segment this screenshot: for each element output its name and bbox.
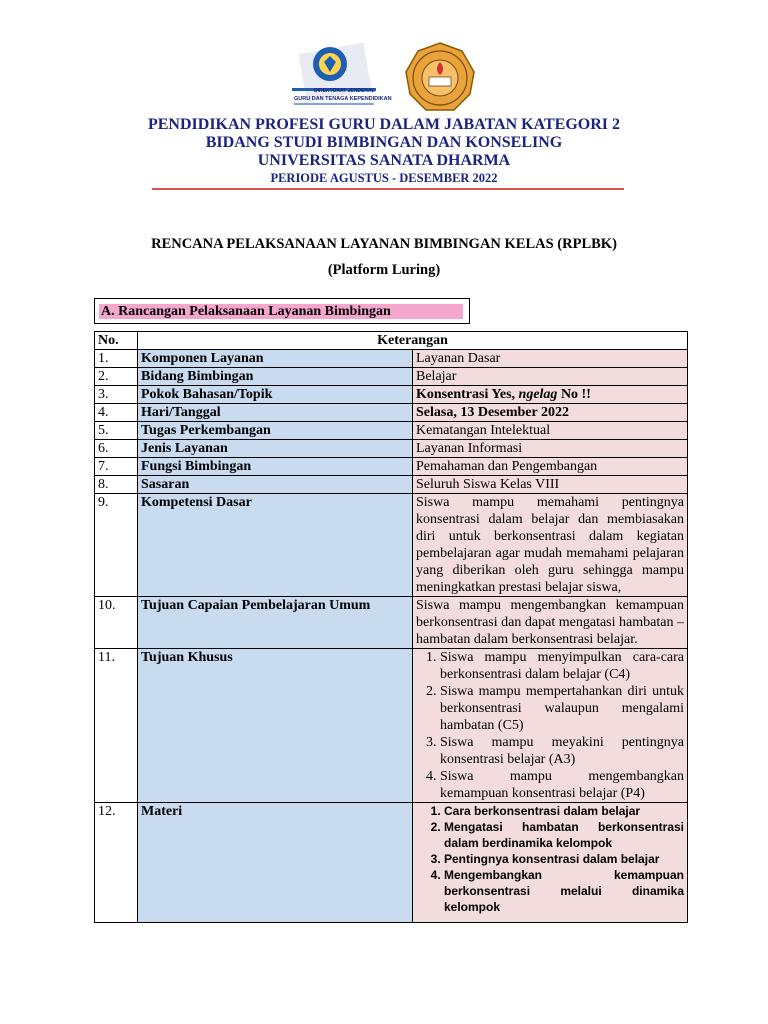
row-number: 3. bbox=[95, 386, 138, 404]
row-label: Jenis Layanan bbox=[138, 440, 413, 458]
university-seal-logo bbox=[402, 42, 478, 114]
logo-bar bbox=[0, 42, 768, 114]
table-row bbox=[95, 386, 688, 404]
period: PERIODE AGUSTUS - DESEMBER 2022 bbox=[270, 171, 498, 185]
row-number: 6. bbox=[95, 440, 138, 458]
row-label: Tujuan Khusus bbox=[138, 649, 413, 803]
institution-header bbox=[0, 116, 768, 186]
table-row bbox=[95, 458, 688, 476]
row-value: Siswa mampu memahami pentingnya konsentrasi dalam belajar dan membiasakan diri untuk berkonsentrasi dalam kegiatan pembelajaran agar mudah memahami pelajaran yang diberikan oleh guru sehingga mampu meningkatkan prestasi belajar siswa, bbox=[413, 494, 688, 597]
row-label: Tujuan Capaian Pembelajaran Umum bbox=[138, 597, 413, 649]
row-value: Pemahaman dan Pengembangan bbox=[413, 458, 688, 476]
table-row bbox=[95, 404, 688, 422]
table-row bbox=[95, 350, 688, 368]
row-label: Komponen Layanan bbox=[138, 350, 413, 368]
row-value: Kematangan Intelektual bbox=[413, 422, 688, 440]
table-row bbox=[95, 649, 688, 803]
specific-goals-list bbox=[416, 649, 684, 802]
table-row bbox=[95, 422, 688, 440]
table-row bbox=[95, 476, 688, 494]
row-number: 5. bbox=[95, 422, 138, 440]
topic-text: Konsentrasi Yes, bbox=[416, 387, 519, 402]
row-label: Tugas Perkembangan bbox=[138, 422, 413, 440]
row-number: 2. bbox=[95, 368, 138, 386]
list-item: 1. Cara berkonsentrasi dalam belajar bbox=[444, 803, 684, 819]
directorate-logo bbox=[284, 42, 396, 114]
list-item: 3. Pentingnya konsentrasi dalam belajar bbox=[444, 851, 684, 867]
row-label: Fungsi Bimbingan bbox=[138, 458, 413, 476]
table-row bbox=[95, 440, 688, 458]
table-header-row bbox=[95, 332, 688, 350]
section-heading-box bbox=[94, 298, 470, 324]
row-value bbox=[413, 386, 688, 404]
table-row bbox=[95, 803, 688, 923]
section-heading: A. Rancangan Pelaksanaan Layanan Bimbingan bbox=[99, 304, 463, 319]
material-list bbox=[416, 803, 684, 915]
row-value: Siswa mampu mengembangkan kemampuan berkonsentrasi dan dapat mengatasi hambatan – hambatan dalam berkonsentrasi belajar. bbox=[413, 597, 688, 649]
svg-text:DIREKTORAT JENDERAL: DIREKTORAT JENDERAL bbox=[314, 88, 375, 94]
row-value: Seluruh Siswa Kelas VIII bbox=[413, 476, 688, 494]
row-value: Layanan Dasar bbox=[413, 350, 688, 368]
list-item: 1. Siswa mampu menyimpulkan cara-cara berkonsentrasi dalam belajar (C4) bbox=[440, 649, 684, 683]
row-value: Belajar bbox=[413, 368, 688, 386]
list-item: 4. Mengembangkan kemampuan berkonsentrasi melalui dinamika kelompok bbox=[444, 867, 684, 915]
row-number: 12. bbox=[95, 803, 138, 923]
row-value: Layanan Informasi bbox=[413, 440, 688, 458]
university-name: UNIVERSITAS SANATA DHARMA bbox=[257, 152, 511, 169]
row-number: 1. bbox=[95, 350, 138, 368]
topic-italic: ngelag bbox=[518, 387, 558, 402]
plan-table bbox=[94, 331, 688, 923]
col-no-header: No. bbox=[95, 332, 138, 350]
table-row bbox=[95, 494, 688, 597]
svg-text:GURU DAN TENAGA KEPENDIDIKAN: GURU DAN TENAGA KEPENDIDIKAN bbox=[294, 96, 392, 102]
list-item: 3. Siswa mampu meyakini pentingnya konsentrasi belajar (A3) bbox=[440, 734, 684, 768]
row-number: 9. bbox=[95, 494, 138, 597]
document-title: RENCANA PELAKSANAAN LAYANAN BIMBINGAN KELAS (RPLBK) bbox=[151, 236, 617, 252]
document-subtitle: (Platform Luring) bbox=[327, 262, 441, 278]
list-item: 4. Siswa mampu mengembangkan kemampuan konsentrasi belajar (P4) bbox=[440, 768, 684, 802]
row-label: Bidang Bimbingan bbox=[138, 368, 413, 386]
col-keterangan-header: Keterangan bbox=[138, 332, 688, 350]
row-label: Hari/Tanggal bbox=[138, 404, 413, 422]
row-label: Materi bbox=[138, 803, 413, 923]
row-label: Sasaran bbox=[138, 476, 413, 494]
row-number: 10. bbox=[95, 597, 138, 649]
row-value: Selasa, 13 Desember 2022 bbox=[413, 404, 688, 422]
row-value bbox=[413, 803, 688, 923]
row-label: Pokok Bahasan/Topik bbox=[138, 386, 413, 404]
list-item: 2. Mengatasi hambatan berkonsentrasi dalam berdinamika kelompok bbox=[444, 819, 684, 851]
row-number: 8. bbox=[95, 476, 138, 494]
header-divider bbox=[152, 188, 624, 190]
topic-text-end: No !! bbox=[557, 387, 591, 402]
program-title: PENDIDIKAN PROFESI GURU DALAM JABATAN KATEGORI 2 bbox=[147, 116, 621, 133]
row-label: Kompetensi Dasar bbox=[138, 494, 413, 597]
row-number: 7. bbox=[95, 458, 138, 476]
list-item: 2. Siswa mampu mempertahankan diri untuk berkonsentrasi walaupun mengalami hambatan (C5) bbox=[440, 683, 684, 734]
study-field: BIDANG STUDI BIMBINGAN DAN KONSELING bbox=[205, 134, 563, 151]
row-number: 4. bbox=[95, 404, 138, 422]
table-row bbox=[95, 368, 688, 386]
row-number: 11. bbox=[95, 649, 138, 803]
table-row bbox=[95, 597, 688, 649]
row-value bbox=[413, 649, 688, 803]
